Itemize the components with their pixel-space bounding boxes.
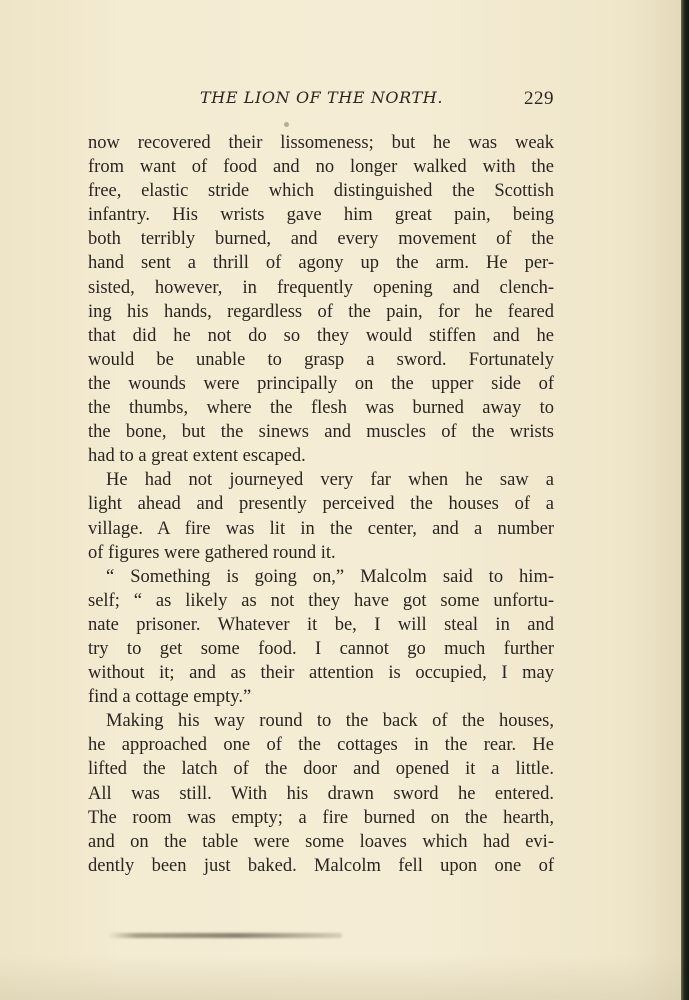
text-line: light ahead and presently perceived the houses of a (88, 494, 554, 515)
text-line: “ Something is going on,” Malcolm said to him- (106, 566, 554, 587)
ink-speck (284, 122, 289, 127)
book-edge (681, 0, 689, 1000)
text-line: The room was empty; a fire burned on the hearth, (88, 807, 554, 828)
text-line: try to get some food. I cannot go much further (88, 638, 554, 659)
text-line: All was still. With his drawn sword he entered. (88, 783, 554, 804)
page-header (88, 88, 554, 114)
ink-smudge (108, 933, 342, 938)
text-line: free, elastic stride which distinguished the Scottish (88, 181, 554, 202)
text-line: from want of food and no longer walked with the (88, 157, 554, 178)
text-line: hand sent a thrill of agony up the arm. He per- (88, 253, 554, 274)
text-line: lifted the latch of the door and opened it a little. (88, 759, 554, 780)
text-line: ing his hands, regardless of the pain, for he feared (88, 301, 554, 322)
text-line: both terribly burned, and every movement of the (88, 229, 554, 250)
text-line: sisted, however, in frequently opening and clench- (88, 277, 554, 298)
page-number: 229 (524, 88, 554, 109)
text-line: would be unable to grasp a sword. Fortunately (88, 349, 554, 370)
text-line: self; “ as likely as not they have got some unfortu- (88, 590, 554, 611)
text-line: had to a great extent escaped. (88, 446, 306, 467)
text-line: the bone, but the sinews and muscles of the wrists (88, 422, 554, 443)
page-shadow (0, 955, 681, 1000)
text-line: Making his way round to the back of the houses, (106, 711, 554, 732)
text-line: the thumbs, where the flesh was burned away to (88, 398, 554, 419)
text-line: infantry. His wrists gave him great pain, being (88, 205, 554, 226)
text-line: that did he not do so they would stiffen and he (88, 325, 554, 346)
text-line: he approached one of the cottages in the rear. He (88, 735, 554, 756)
text-line: dently been just baked. Malcolm fell upon one of (88, 855, 554, 876)
text-line: village. A fire was lit in the center, and a number (88, 518, 554, 539)
text-line: the wounds were principally on the upper side of (88, 373, 554, 394)
running-title: THE LION OF THE NORTH. (200, 88, 444, 107)
body-text (88, 131, 554, 878)
text-line: of figures were gathered round it. (88, 542, 336, 563)
text-line: now recovered their lissomeness; but he was weak (88, 133, 554, 153)
text-line: find a cottage empty.” (88, 687, 252, 708)
text-line: without it; and as their attention is occupied, I may (88, 663, 554, 684)
text-line: nate prisoner. Whatever it be, I will steal in and (88, 614, 554, 635)
text-line: and on the table were some loaves which had evi- (88, 831, 554, 852)
text-line: He had not journeyed very far when he saw a (106, 470, 554, 491)
